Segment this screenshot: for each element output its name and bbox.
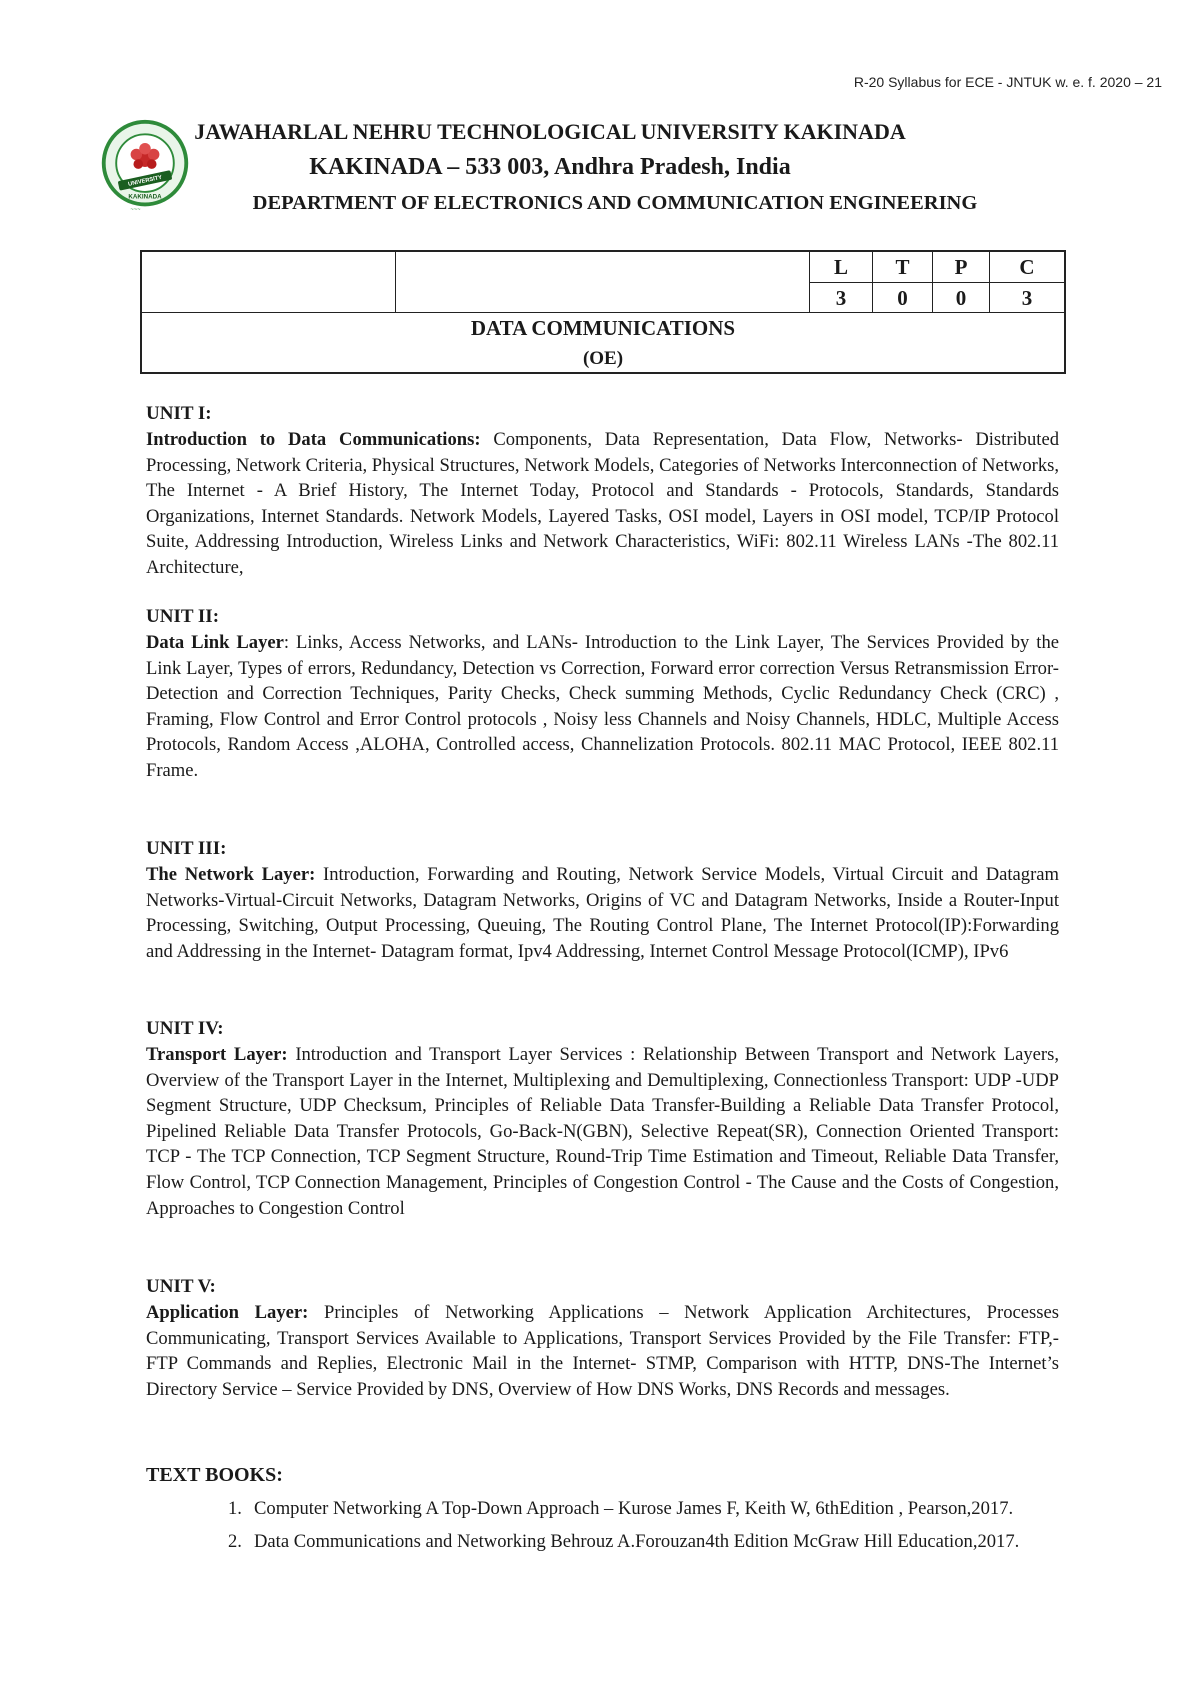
- text-books-list: [228, 1494, 1059, 1560]
- ltpc-value-l: 3: [810, 282, 873, 312]
- unit-topic: Introduction to Data Communications:: [146, 429, 481, 450]
- list-item-number: 2.: [228, 1531, 242, 1552]
- text-books-heading: TEXT BOOKS:: [146, 1464, 283, 1486]
- unit-text: Principles of Networking Applications – Network Application Architectures, Processes Communicating, Transport Services Available to Applications, Transport Services Provided by the File Transfer: FTP,- FTP Commands and Replies, Electronic Mail in the Internet- STMP, Comparison with HTTP, DNS-The Internet’s Directory Service – Service Provided by DNS, Overview of How DNS Works, DNS Records and messages.: [146, 1302, 1059, 1400]
- unit-content: [146, 1042, 1059, 1221]
- ltpc-label-l: L: [810, 252, 873, 282]
- ltpc-grid: [810, 252, 1064, 313]
- unit-heading: UNIT V:: [146, 1276, 216, 1297]
- unit-topic: The Network Layer:: [146, 864, 316, 885]
- unit-text: Introduction and Transport Layer Services : Relationship Between Transport and Network Layers, Overview of the Transport Layer in the Internet, Multiplexing and Demultiplexing, Connectionless Transport: UDP -UDP Segment Structure, UDP Checksum, Principles of Reliable Data Transfer-Building a Reliable Data Transfer Protocol, Pipelined Reliable Data Transfer Protocols, Go-Back-N(GBN), Selective Repeat(SR), Connection Oriented Transport: TCP - The TCP Connection, TCP Segment Structure, Round-Trip Time Estimation and Timeout, Reliable Data Transfer, Flow Control, TCP Connection Management, Principles of Congestion Control - The Cause and the Costs of Congestion, Approaches to Congestion Control: [146, 1044, 1059, 1219]
- course-title: DATA COMMUNICATIONS: [470, 316, 736, 340]
- ltpc-label-p: P: [933, 252, 990, 282]
- unit-section: [146, 604, 1059, 784]
- unit-text: : Links, Access Networks, and LANs- Introduction to the Link Layer, The Services Provided by the Link Layer, Types of errors, Redundancy, Detection vs Correction, Forward error correction Versus Retransmission Error-Detection and Correction Techniques, Parity Checks, Check summing Methods, Cyclic Redundancy Check (CRC) , Framing, Flow Control and Error Control protocols , Noisy less Channels and Noisy Channels, HDLC, Multiple Access Protocols, Random Access ,ALOHA, Controlled access, Channelization Protocols. 802.11 MAC Protocol, IEEE 802.11 Frame.: [146, 632, 1059, 781]
- svg-text:KAKINADA: KAKINADA: [128, 193, 162, 201]
- course-blank-cell: [396, 252, 810, 313]
- department-name: DEPARTMENT OF ELECTRONICS AND COMMUNICATION ENGINEERING: [252, 192, 978, 214]
- university-address: KAKINADA – 533 003, Andhra Pradesh, India: [309, 154, 791, 180]
- unit-heading: UNIT I:: [146, 403, 212, 424]
- ltpc-value-p: 0: [933, 282, 990, 312]
- ltpc-value-c: 3: [990, 282, 1064, 312]
- unit-section: [146, 401, 1059, 581]
- list-item: [228, 1494, 1059, 1523]
- university-name: JAWAHARLAL NEHRU TECHNOLOGICAL UNIVERSITY KAKINADA: [194, 119, 906, 144]
- unit-text: Components, Data Representation, Data Flow, Networks- Distributed Processing, Network Criteria, Physical Structures, Network Models, Categories of Networks Interconnection of Networks, The Internet - A Brief History, The Internet Today, Protocol and Standards - Protocols, Standards, Standards Organizations, Internet Standards. Network Models, Layered Tasks, OSI model, Layers in OSI model, TCP/IP Protocol Suite, Addressing Introduction, Wireless Links and Network Characteristics, WiFi: 802.11 Wireless LANs -The 802.11 Architecture,: [146, 429, 1059, 578]
- list-item-text: Computer Networking A Top-Down Approach – Kurose James F, Keith W, 6thEdition , Pearson,2017.: [254, 1498, 1014, 1519]
- unit-heading: UNIT IV:: [146, 1018, 224, 1039]
- ltpc-value-t: 0: [873, 282, 933, 312]
- ltpc-label-t: T: [873, 252, 933, 282]
- unit-content: [146, 427, 1059, 581]
- unit-content: [146, 630, 1059, 784]
- unit-heading: UNIT II:: [146, 606, 220, 627]
- course-code-cell: [142, 252, 396, 313]
- unit-section: [146, 1016, 1059, 1221]
- ltpc-label-c: C: [1019, 255, 1035, 279]
- unit-heading: UNIT III:: [146, 838, 227, 859]
- svg-text:~~~: ~~~: [130, 207, 141, 214]
- unit-content: [146, 862, 1059, 964]
- unit-topic: Transport Layer:: [146, 1044, 288, 1065]
- unit-topic: Data Link Layer: [146, 632, 284, 653]
- unit-text: Introduction, Forwarding and Routing, Network Service Models, Virtual Circuit and Datagram Networks-Virtual-Circuit Networks, Datagram Networks, Origins of VC and Datagram Networks, Inside a Router-Input Processing, Switching, Output Processing, Queuing, The Routing Control Plane, The Internet Protocol(IP):Forwarding and Addressing in the Internet- Datagram format, Ipv4 Addressing, Internet Control Message Protocol(ICMP), IPv6: [146, 864, 1059, 962]
- list-item-text: Data Communications and Networking Behrouz A.Forouzan4th Edition McGraw Hill Education,2017.: [254, 1531, 1020, 1552]
- unit-section: [146, 1274, 1059, 1402]
- unit-topic: Application Layer:: [146, 1302, 309, 1323]
- unit-content: [146, 1300, 1059, 1402]
- running-header: R-20 Syllabus for ECE - JNTUK w. e. f. 2020 – 21: [853, 74, 1162, 90]
- svg-text:UNIVERSITY: UNIVERSITY: [127, 174, 163, 188]
- list-item-number: 1.: [228, 1498, 242, 1519]
- course-header-table: [140, 250, 1066, 374]
- course-subtitle: (OE): [582, 348, 624, 369]
- unit-section: [146, 836, 1059, 964]
- list-item: [228, 1527, 1059, 1556]
